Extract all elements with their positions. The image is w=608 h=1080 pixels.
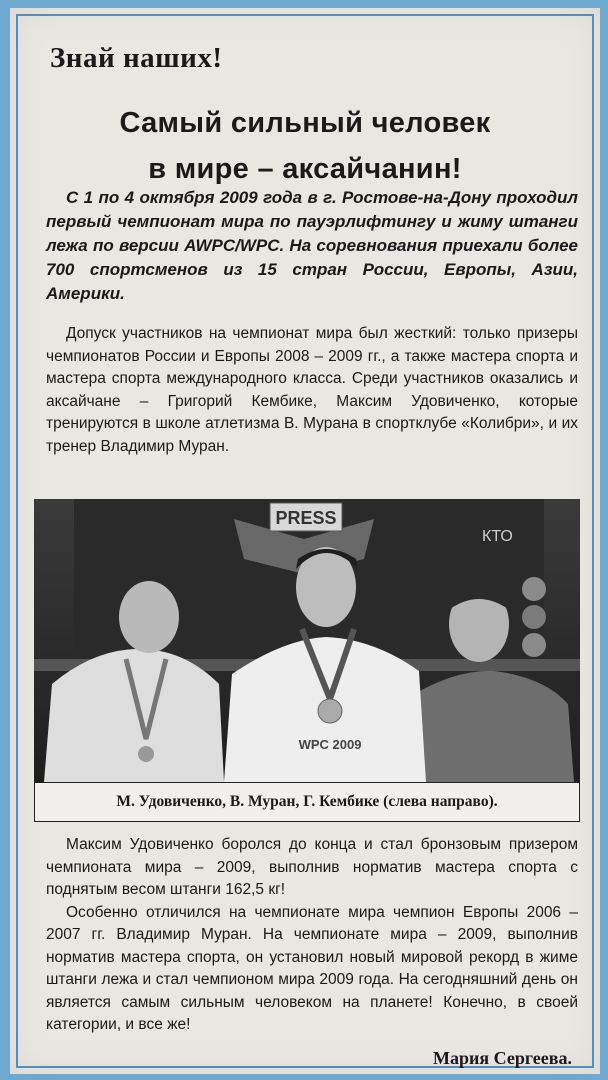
banner-text: PRESS <box>275 508 337 528</box>
photo-illustration <box>34 499 580 782</box>
lead-paragraph: С 1 по 4 октября 2009 года в г. Ростове-на-Дону проходил первый чемпионат мира по пауэрлифтингу и жиму штанги лежа по версии AWPC/WPC. На соревнования приехали более 700 спортсменов из 15 стран России, Европы, Азии, Америки. <box>46 188 578 303</box>
body-paragraph-3: Особенно отличился на чемпионате мира чемпион Европы 2006 – 2007 гг. Владимир Муран. На чемпионате мира – 2009, выполнив норматив мастера спорта, он установил новый мировой рекорд в жиме штанги лежа и стал чемпионом мира 2009 года. На сегодняшний день он является самым сильным человеком на планете! Конечно, в своей категории, и все же! <box>46 903 578 1033</box>
headline-line-1: Самый сильный человек <box>119 107 491 139</box>
body-paragraph-2: Максим Удовиченко боролся до конца и стал бронзовым призером чемпионата мира – 2009, выполнив норматив мастера спорта с поднятым весом штанги 162,5 кг! <box>46 836 578 898</box>
shirt-text: WPC 2009 <box>298 737 362 752</box>
body-section-2 <box>46 834 578 1037</box>
section-kicker: Знай наших! <box>50 42 223 74</box>
banner-side-text: КТО <box>482 528 513 545</box>
article-photo <box>34 499 580 782</box>
author-byline: Мария Сергеева. <box>433 1048 572 1068</box>
newspaper-clipping <box>10 8 600 1074</box>
headline-line-2: в мире – аксайчанин! <box>148 153 462 185</box>
article-headline <box>10 100 600 192</box>
body-paragraph-1: Допуск участников на чемпионат мира был жесткий: только призеры чемпионатов России и Европы 2008 – 2009 гг., а также мастера спорта и мастера спорта международного класса. Среди участников оказались и аксайчане – Григорий Кембике, Максим Удовиченко, которые тренируются в школе атлетизма В. Мурана в спортклубе «Колибри», и их тренер Владимир Муран. <box>46 325 578 455</box>
photo-caption: М. Удовиченко, В. Муран, Г. Кембике (слева направо). <box>34 782 580 822</box>
